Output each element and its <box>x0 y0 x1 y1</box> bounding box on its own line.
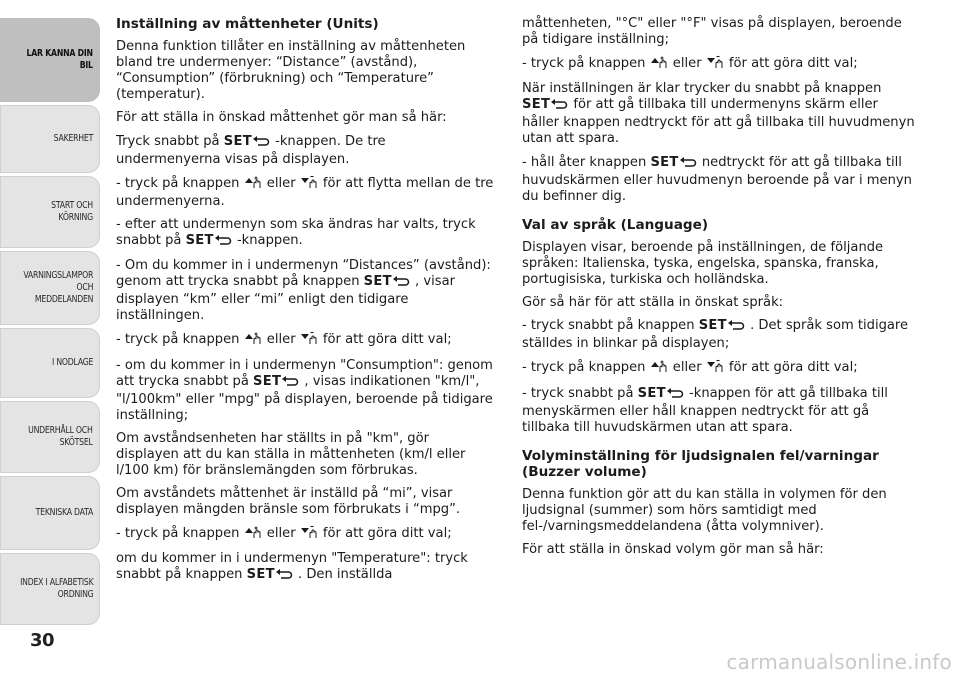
set-button-label <box>364 274 411 289</box>
tab-label: UNDERHÅLL OCH SKÖTSEL <box>28 425 93 448</box>
paragraph <box>116 551 494 585</box>
tab-label: I NÖDLÄGE <box>51 357 93 368</box>
text: för att göra ditt val; <box>318 526 452 542</box>
set-text: SET <box>185 232 214 248</box>
text: -knappen för att gå tillbaka till menyskärmen eller håll knappen nedtryckt för att gå tillbaka till huvudskärmen utan att spara. <box>522 385 888 435</box>
tab-label: TEKNISKA DATA <box>35 507 93 518</box>
paragraph <box>116 258 494 324</box>
set-text: SET <box>650 154 679 170</box>
text: för att gå tillbaka till undermenyns skärm eller håller knappen nedtryckt för att gå tillbaka till huvudmenyn utan att spara. <box>522 97 915 147</box>
paragraph: Gör så här för att ställa in önskat språk: <box>522 294 784 310</box>
paragraph <box>522 155 918 205</box>
arrow-down-minus-icon <box>301 525 318 544</box>
text: - Om du kommer in i undermenyn “Distances” (avstånd): genom att trycka snabbt på knappen <box>116 258 491 290</box>
watermark: carmanualsonline.info <box>726 650 952 674</box>
text: eller <box>668 56 706 72</box>
set-button-label <box>253 374 300 389</box>
paragraph: Om avståndsenheten har ställts in på "km", gör displayen att du kan ställa in måttenheten (km/l eller l/100 km) för bränslemängden som förbrukas. <box>116 430 466 478</box>
paragraph: Displayen visar, beroende på inställningen, de följande språken: Italienska, tyska, engelska, spanska, franska, portugisiska, turkiska och holländska. <box>522 239 884 287</box>
heading-language: Val av språk (Language) <box>522 216 709 233</box>
paragraph <box>522 55 918 74</box>
paragraph <box>116 217 494 251</box>
return-arrow-icon <box>253 135 270 152</box>
tab-label: VARNINGSLAMPOR OCH MEDDELANDEN <box>23 270 93 305</box>
text: - tryck på knappen <box>116 175 244 191</box>
paragraph: måttenheten, "°C" eller "°F" visas på displayen, beroende på tidigare inställning; <box>522 16 902 47</box>
tab-label: SÄKERHET <box>53 133 93 144</box>
tab-label: INDEX I ALFABETISK ORDNING <box>19 577 93 600</box>
set-button-label <box>650 155 697 170</box>
set-button-label <box>699 318 746 333</box>
text: , visas indikationen "km/l", "l/100km" eller "mpg" på displayen, beroende på tidigare inställning; <box>116 373 493 423</box>
arrow-up-plus-icon <box>651 55 668 74</box>
tab-index[interactable] <box>0 553 100 625</box>
arrow-down-minus-icon <box>707 359 724 378</box>
set-text: SET <box>253 373 282 389</box>
tab-sakerhet[interactable] <box>0 105 100 173</box>
tab-label: LÄR KÄNNA DIN BIL <box>26 48 93 71</box>
heading-units: Inställning av måttenheter (Units) <box>116 16 379 32</box>
text: - efter att undermenyn som ska ändras har valts, tryck snabbt på <box>116 216 476 248</box>
text: . Det språk som tidigare ställdes in blinkar på displayen; <box>522 318 909 352</box>
text: för att göra ditt val; <box>724 56 858 72</box>
arrow-up-plus-icon <box>245 331 262 350</box>
tab-label: START OCH KÖRNING <box>51 200 93 223</box>
text: eller <box>668 360 706 376</box>
paragraph <box>522 386 918 436</box>
text: eller <box>262 175 300 191</box>
chapter-sidebar <box>0 0 104 678</box>
return-arrow-icon <box>215 234 232 251</box>
paragraph <box>116 358 494 424</box>
text: När inställningen är klar trycker du snabbt på knappen <box>522 81 882 97</box>
text: . Den inställda <box>293 567 393 583</box>
arrow-down-minus-icon <box>707 55 724 74</box>
left-column <box>116 16 494 592</box>
set-button-label <box>522 97 569 112</box>
tab-i-nodlage[interactable] <box>0 328 100 398</box>
tab-lar-kanna-din-bil[interactable] <box>0 18 100 102</box>
text: - håll åter knappen <box>522 154 651 170</box>
tab-varningslampor[interactable] <box>0 251 100 325</box>
set-text: SET <box>223 133 252 149</box>
text: - tryck på knappen <box>522 360 650 376</box>
text: för att göra ditt val; <box>724 360 858 376</box>
text: -knappen. <box>232 232 303 248</box>
set-text: SET <box>522 97 551 113</box>
arrow-up-plus-icon <box>245 175 262 194</box>
paragraph: Denna funktion gör att du kan ställa in volymen för den ljudsignal (summer) som hörs samtidigt med fel-/varningsmeddelandena (åtta volymniver). <box>522 486 887 534</box>
text: eller <box>262 332 300 348</box>
return-arrow-icon <box>680 156 697 173</box>
set-text: SET <box>246 567 275 583</box>
page-number: 30 <box>30 630 55 651</box>
return-arrow-icon <box>551 98 568 115</box>
paragraph <box>522 81 918 147</box>
tab-underhall-och-skotsel[interactable] <box>0 401 100 473</box>
arrow-up-plus-icon <box>245 525 262 544</box>
arrow-up-plus-icon <box>651 359 668 378</box>
text: om du kommer in i undermenyn "Temperature": tryck snabbt på knappen <box>116 551 468 583</box>
paragraph <box>116 175 494 210</box>
tab-start-och-korning[interactable] <box>0 176 100 248</box>
text: eller <box>262 526 300 542</box>
return-arrow-icon <box>667 387 684 404</box>
set-text: SET <box>363 274 392 290</box>
text: -knappen. De tre undermenyerna visas på displayen. <box>116 133 386 167</box>
arrow-down-minus-icon <box>301 175 318 194</box>
paragraph <box>522 318 918 352</box>
text: - tryck snabbt på <box>522 385 638 401</box>
set-button-label <box>638 386 685 401</box>
heading-buzzer-volume: Volyminställning för ljudsignalen fel/varningar (Buzzer volume) <box>522 447 879 480</box>
paragraph: Om avståndets måttenhet är inställd på “mi”, visar displayen mängden bränsle som förbrukats i “mpg”. <box>116 485 461 517</box>
text: , visar displayen “km” eller “mi” enligt den tidigare inställningen. <box>116 274 455 324</box>
text: - tryck på knappen <box>116 526 244 542</box>
paragraph: För att ställa in önskad måttenhet gör man så här: <box>116 110 447 126</box>
set-button-label <box>224 134 271 149</box>
set-button-label <box>186 233 233 248</box>
paragraph <box>116 525 494 544</box>
paragraph: Denna funktion tillåter en inställning av måttenheten bland tre undermenyer: “Distance” (avstånd), “Consumption” (förbrukning) och “Temperature” (temperatur). <box>116 39 466 103</box>
arrow-down-minus-icon <box>301 331 318 350</box>
text: för att flytta mellan de tre undermenyerna. <box>116 175 494 209</box>
paragraph <box>116 134 494 168</box>
text: - tryck snabbt på knappen <box>522 318 699 334</box>
set-text: SET <box>698 318 727 334</box>
text: Tryck snabbt på <box>116 133 224 149</box>
text: för att göra ditt val; <box>318 332 452 348</box>
text: - tryck på knappen <box>116 332 244 348</box>
return-arrow-icon <box>728 319 745 336</box>
set-button-label <box>247 567 294 582</box>
paragraph: För att ställa in önskad volym gör man så här: <box>522 541 824 557</box>
text: - om du kommer in i undermenyn "Consumption": genom att trycka snabbt på <box>116 357 493 389</box>
return-arrow-icon <box>282 375 299 392</box>
return-arrow-icon <box>276 568 293 585</box>
return-arrow-icon <box>393 275 410 292</box>
text: nedtryckt för att gå tillbaka till huvudskärmen eller huvudmenyn beroende på var i menyn du befinner dig. <box>522 154 912 204</box>
right-column <box>522 16 918 565</box>
tab-tekniska-data[interactable] <box>0 476 100 550</box>
paragraph <box>522 359 918 378</box>
set-text: SET <box>637 385 666 401</box>
paragraph <box>116 331 494 350</box>
text: - tryck på knappen <box>522 56 650 72</box>
